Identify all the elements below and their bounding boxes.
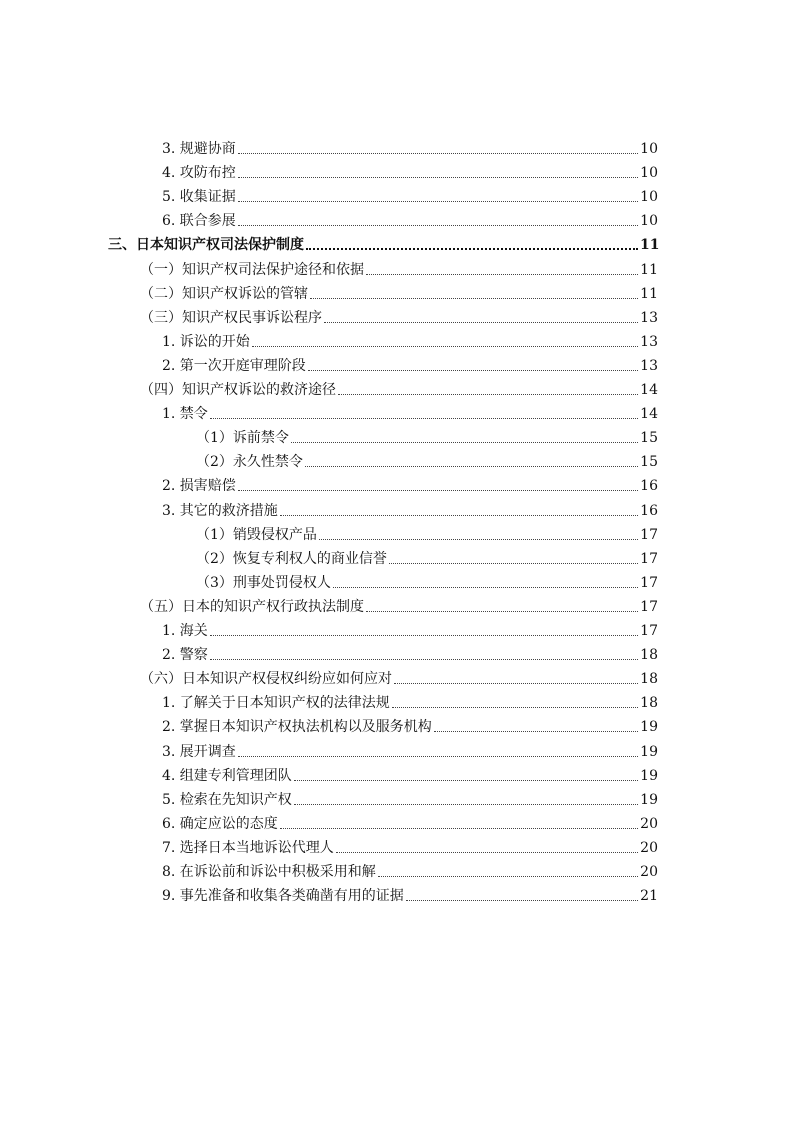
toc-entry-page-number: 10: [640, 189, 658, 206]
dot-leader: [310, 297, 638, 299]
toc-entry-title: 6. 联合参展: [162, 213, 236, 230]
toc-entry[interactable]: [162, 833, 658, 857]
dot-leader: [394, 682, 638, 684]
toc-entry[interactable]: [140, 279, 658, 303]
toc-entry-page-number: 20: [640, 864, 658, 880]
dot-leader: [319, 538, 638, 540]
toc-entry[interactable]: [140, 592, 658, 616]
toc-entry-title: 8. 在诉讼前和诉讼中积极采用和解: [162, 864, 376, 880]
toc-entry[interactable]: [162, 158, 658, 182]
toc-entry-title: 1. 诉讼的开始: [162, 333, 250, 350]
toc-entry-title: 1. 海关: [162, 623, 208, 639]
dot-leader: [210, 634, 638, 636]
dot-leader: [210, 658, 638, 660]
toc-entry[interactable]: [196, 544, 658, 568]
toc-entry-page-number: 20: [640, 815, 658, 832]
toc-entry[interactable]: [162, 857, 658, 881]
toc-entry-page-number: 17: [640, 526, 658, 543]
toc-entry-page-number: 11: [640, 261, 658, 278]
toc-entry-title: （二）知识产权诉讼的管辖: [140, 285, 308, 302]
dot-leader: [389, 562, 638, 564]
toc-entry-page-number: 16: [640, 502, 658, 519]
toc-entry-page-number: 18: [640, 647, 658, 664]
toc-entry-title: 1. 了解关于日本知识产权的法律法规: [162, 695, 390, 712]
toc-entry-page-number: 20: [640, 839, 658, 856]
dot-leader: [238, 200, 638, 202]
toc-entry[interactable]: [162, 640, 658, 664]
dot-leader: [324, 321, 638, 323]
toc-entry-page-number: 14: [640, 382, 658, 398]
toc-entry[interactable]: [162, 712, 658, 736]
toc-entry[interactable]: [162, 134, 658, 158]
toc-entry-page-number: 17: [640, 550, 658, 567]
toc-entry[interactable]: [162, 761, 658, 785]
toc-entry-page-number: 17: [640, 574, 658, 591]
dot-leader: [280, 514, 638, 516]
toc-entry[interactable]: [196, 568, 658, 592]
toc-entry[interactable]: [162, 688, 658, 712]
toc-entry-page-number: 10: [640, 141, 658, 157]
dot-leader: [336, 851, 638, 853]
dot-leader: [210, 417, 638, 419]
toc-entry-title: （3）刑事处罚侵权人: [196, 574, 331, 591]
toc-entry-title: （2）恢复专利权人的商业信誉: [196, 550, 387, 567]
toc-entry-title: 三、日本知识产权司法保护制度: [108, 237, 304, 254]
toc-entry-page-number: 10: [640, 165, 658, 182]
dot-leader: [291, 441, 638, 443]
toc-entry[interactable]: [162, 737, 658, 761]
dot-leader: [294, 779, 638, 781]
dot-leader: [252, 345, 638, 347]
toc-entry-page-number: 19: [640, 719, 658, 736]
toc-entry-title: 2. 损害赔偿: [162, 478, 236, 495]
dot-leader: [406, 899, 638, 901]
toc-entry[interactable]: [162, 351, 658, 375]
dot-leader: [238, 152, 638, 154]
toc-entry-title: 2. 警察: [162, 647, 208, 664]
toc-entry-page-number: 18: [640, 671, 658, 688]
dot-leader: [338, 393, 638, 395]
toc-entry[interactable]: [162, 785, 658, 809]
toc-entry-page-number: 13: [640, 309, 658, 326]
toc-entry[interactable]: [162, 182, 658, 206]
toc-entry-title: （四）知识产权诉讼的救济途径: [140, 382, 336, 398]
toc-entry[interactable]: [162, 327, 658, 351]
dot-leader: [280, 827, 638, 829]
toc-entry[interactable]: [196, 520, 658, 544]
toc-entry-title: 1. 禁令: [162, 406, 208, 423]
dot-leader: [333, 586, 638, 588]
dot-leader: [294, 803, 638, 805]
dot-leader: [238, 176, 638, 178]
toc-entry-title: 3. 规避协商: [162, 141, 236, 157]
toc-entry[interactable]: [162, 616, 658, 640]
toc-entry-title: 4. 组建专利管理团队: [162, 767, 292, 784]
dot-leader: [434, 730, 638, 732]
toc-entry-title: 4. 攻防布控: [162, 165, 236, 182]
toc-entry-page-number: 15: [640, 430, 658, 447]
toc-entry-title: （六）日本知识产权侵权纠纷应如何应对: [140, 671, 392, 688]
toc-entry-page-number: 11: [640, 285, 658, 302]
toc-entry-page-number: 13: [640, 357, 658, 374]
toc-entry-page-number: 17: [640, 598, 658, 615]
dot-leader: [238, 489, 638, 491]
toc-entry-title: （1）诉前禁令: [196, 430, 289, 447]
toc-entry[interactable]: [162, 206, 658, 230]
toc-entry-title: 9. 事先准备和收集各类确凿有用的证据: [162, 888, 404, 905]
toc-entry-page-number: 15: [640, 454, 658, 471]
toc-entry-page-number: 11: [640, 237, 660, 254]
toc-entry[interactable]: [162, 881, 658, 905]
toc-entry-title: （2）永久性禁令: [196, 454, 303, 471]
toc-entry[interactable]: [140, 255, 658, 279]
dot-leader: [308, 369, 638, 371]
toc-entry-title: （五）日本的知识产权行政执法制度: [140, 598, 364, 615]
toc-entry-title: 7. 选择日本当地诉讼代理人: [162, 839, 334, 856]
toc-entry-page-number: 21: [640, 888, 658, 905]
toc-entry[interactable]: [162, 399, 658, 423]
toc-entry[interactable]: [196, 447, 658, 471]
toc-entry-title: （一）知识产权司法保护途径和依据: [140, 261, 364, 278]
dot-leader: [392, 706, 638, 708]
toc-entry[interactable]: [140, 664, 658, 688]
toc-entry[interactable]: [140, 375, 658, 399]
toc-entry-title: （三）知识产权民事诉讼程序: [140, 309, 322, 326]
toc-entry-title: 2. 掌握日本知识产权执法机构以及服务机构: [162, 719, 432, 736]
toc-entry-title: （1）销毁侵权产品: [196, 526, 317, 543]
dot-leader: [366, 273, 638, 275]
toc-entry-page-number: 17: [640, 623, 658, 639]
dot-leader: [306, 247, 638, 250]
toc-entry[interactable]: [108, 230, 658, 254]
toc-entry-page-number: 18: [640, 695, 658, 712]
toc-entry-page-number: 16: [640, 478, 658, 495]
toc-entry-page-number: 14: [640, 406, 658, 423]
toc-entry[interactable]: [196, 423, 658, 447]
toc-entry[interactable]: [162, 471, 658, 495]
toc-entry[interactable]: [162, 809, 658, 833]
toc-entry-page-number: 19: [640, 743, 658, 760]
dot-leader: [378, 875, 638, 877]
toc-entry-page-number: 10: [640, 213, 658, 230]
toc-entry-title: 5. 检索在先知识产权: [162, 791, 292, 808]
toc-entry[interactable]: [140, 303, 658, 327]
dot-leader: [366, 610, 638, 612]
dot-leader: [238, 224, 638, 226]
toc-entry-page-number: 13: [640, 333, 658, 350]
toc-entry-page-number: 19: [640, 767, 658, 784]
toc-entry-title: 6. 确定应讼的态度: [162, 815, 278, 832]
toc-entry-title: 3. 其它的救济措施: [162, 502, 278, 519]
dot-leader: [238, 755, 638, 757]
toc-entry-title: 2. 第一次开庭审理阶段: [162, 357, 306, 374]
toc-entry-title: 5. 收集证据: [162, 189, 236, 206]
dot-leader: [305, 465, 638, 467]
toc-entry-title: 3. 展开调查: [162, 743, 236, 760]
toc-entry[interactable]: [162, 496, 658, 520]
toc-entry-page-number: 19: [640, 791, 658, 808]
